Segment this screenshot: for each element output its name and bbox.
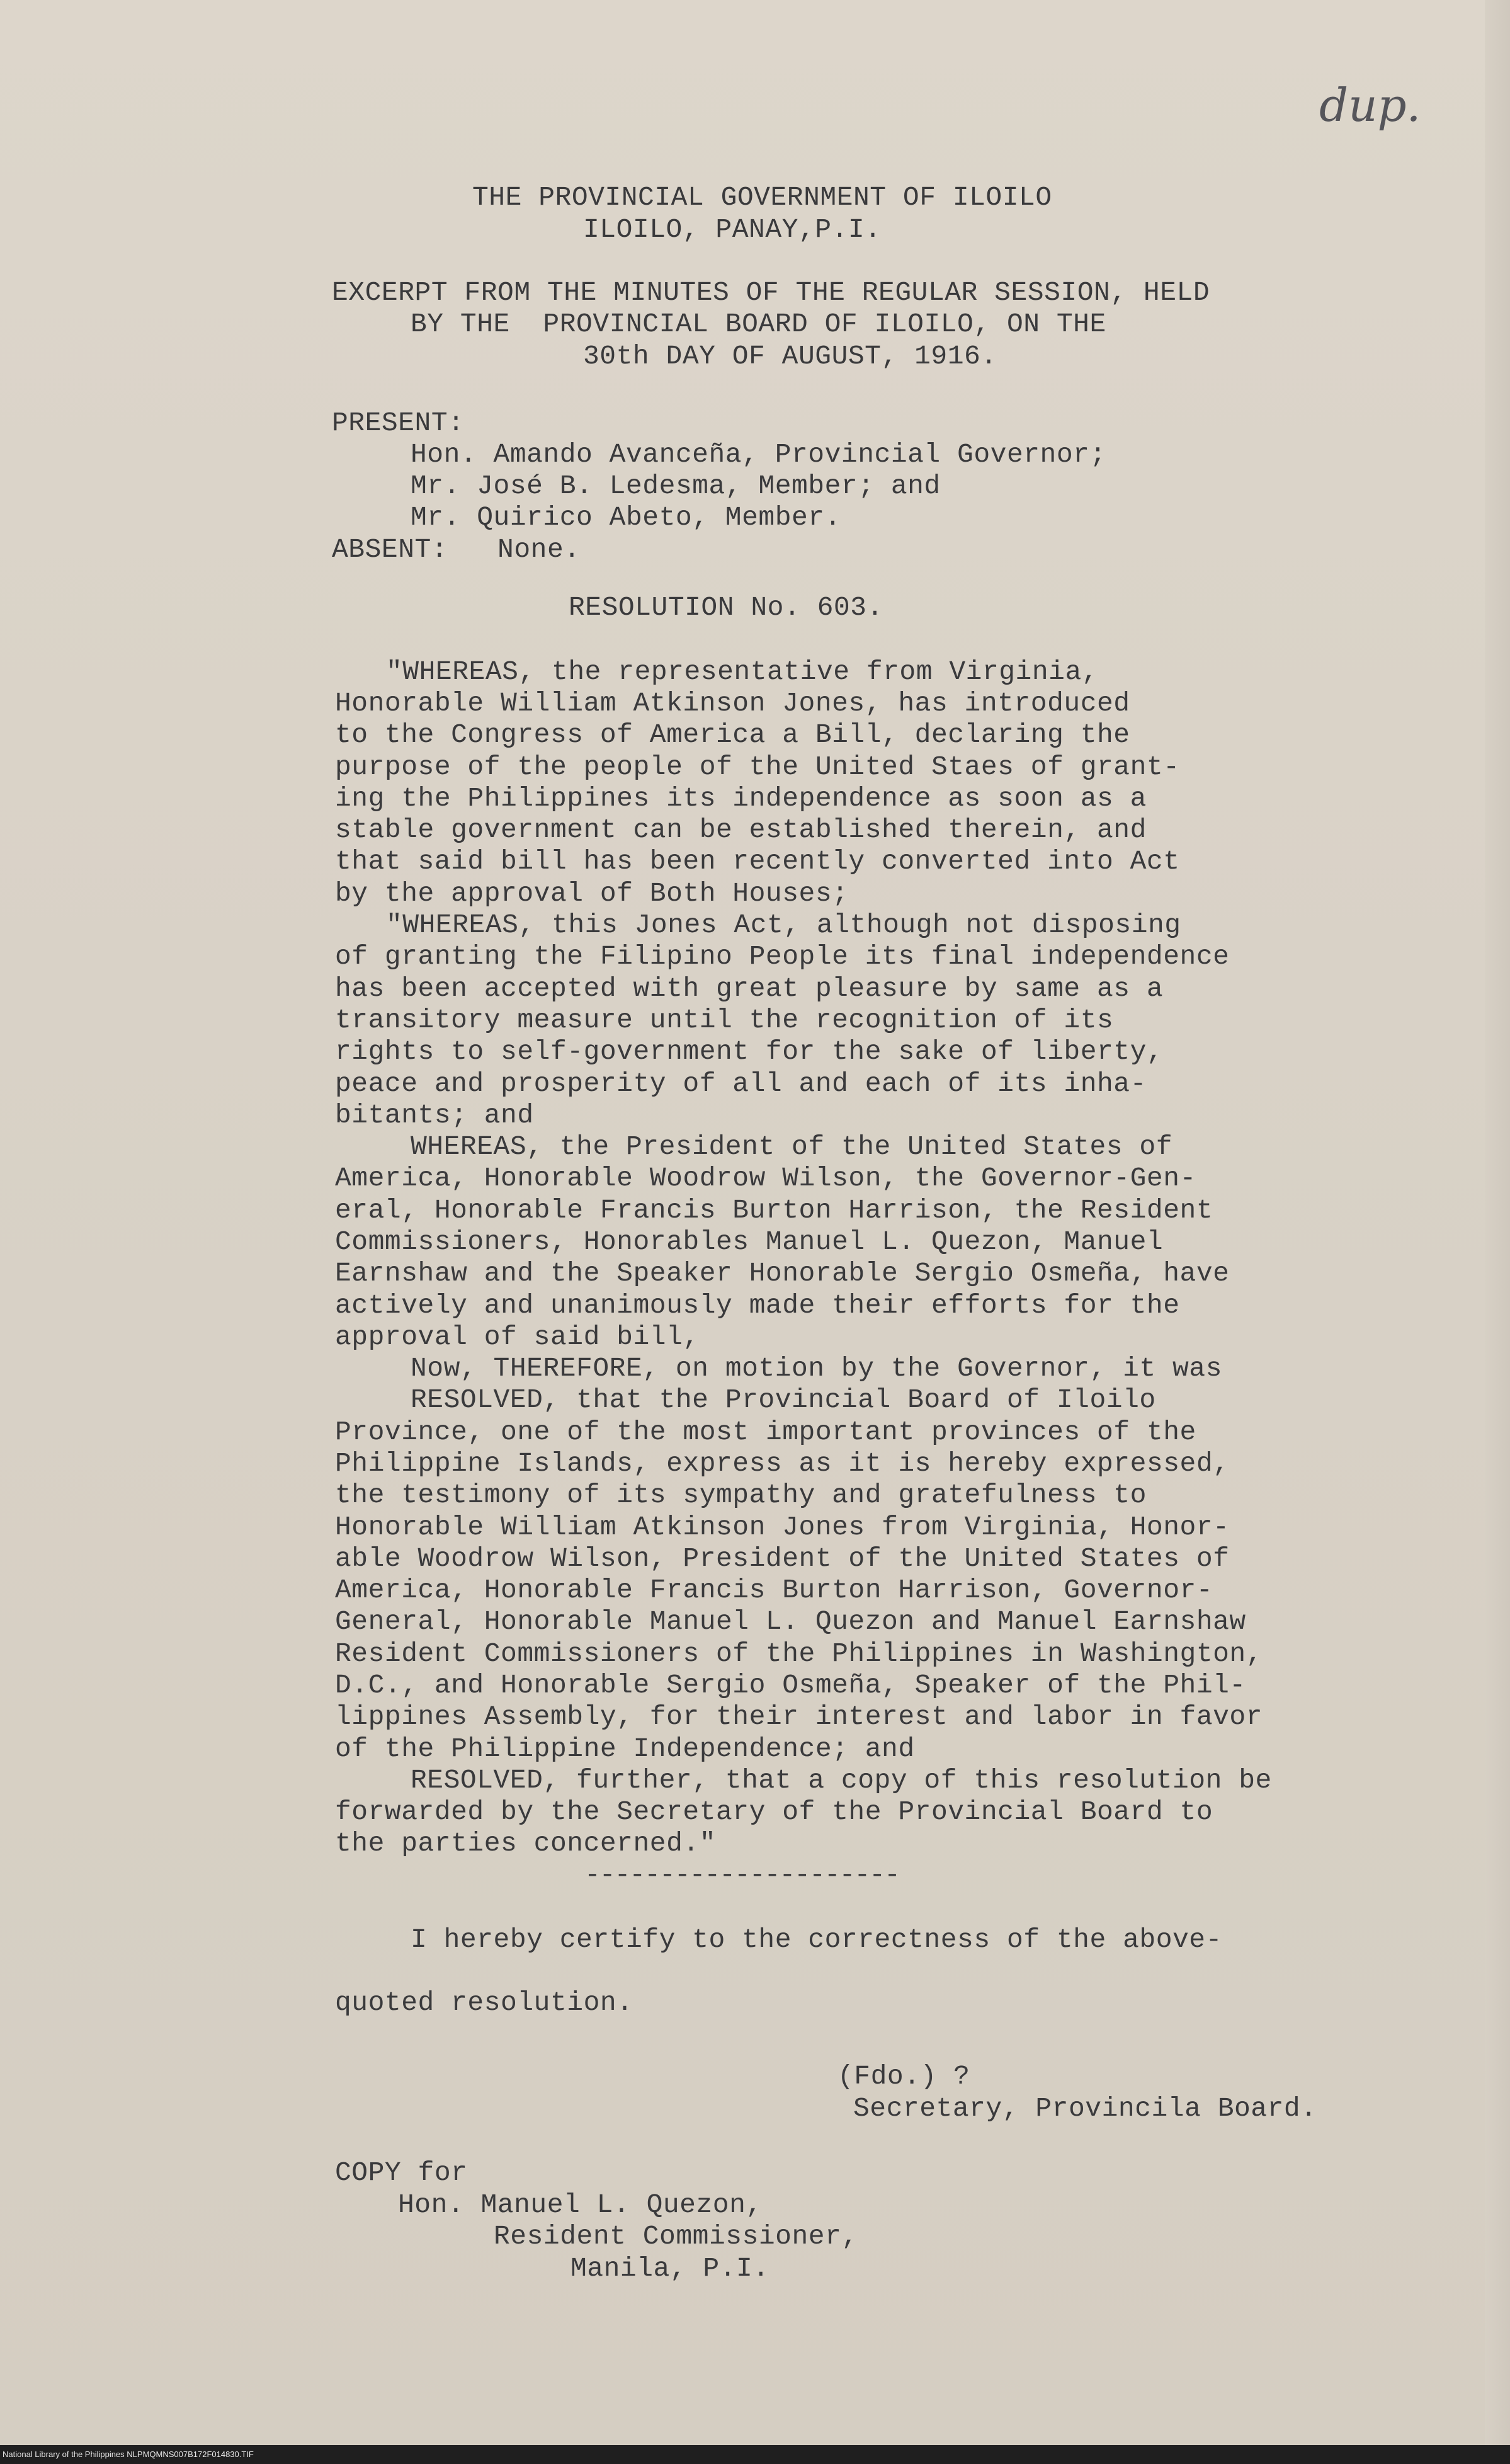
body-line: able Woodrow Wilson, President of the United States of	[335, 1543, 1230, 1574]
body-line: RESOLVED, further, that a copy of this resolution be	[411, 1765, 1272, 1796]
body-line: by the approval of Both Houses;	[335, 878, 849, 909]
body-line: Commissioners, Honorables Manuel L. Quezon, Manuel	[335, 1226, 1164, 1257]
body-line: peace and prosperity of all and each of its inha-	[335, 1068, 1147, 1099]
present-member: Hon. Amando Avanceña, Provincial Governor;	[411, 439, 1106, 470]
body-line: lippines Assembly, for their interest and labor in favor	[335, 1701, 1263, 1732]
body-line: Province, one of the most important provinces of the	[335, 1417, 1196, 1447]
body-line: transitory measure until the recognition of its	[335, 1005, 1114, 1035]
resolution-title: RESOLUTION No. 603.	[569, 592, 883, 623]
footer-strip	[0, 2445, 1510, 2464]
copy-for-label: COPY for	[335, 2157, 468, 2188]
footer-stamp: National Library of the Philippines NLPMQMNS007B172F014830.TIF	[3, 2450, 254, 2459]
body-line: America, Honorable Woodrow Wilson, the Governor-Gen-	[335, 1163, 1196, 1194]
body-line: eral, Honorable Francis Burton Harrison, the Resident	[335, 1195, 1213, 1226]
body-line: purpose of the people of the United Staes of grant-	[335, 751, 1180, 782]
margin-note: dup.	[1319, 79, 1421, 132]
present-label: PRESENT:	[332, 408, 465, 438]
body-line: bitants; and	[335, 1100, 534, 1131]
body-line: WHEREAS, the President of the United States of	[411, 1131, 1172, 1162]
header-line-1: THE PROVINCIAL GOVERNMENT OF ILOILO	[472, 182, 1052, 213]
body-line: Now, THEREFORE, on motion by the Governor, it was	[411, 1353, 1222, 1384]
body-line: the testimony of its sympathy and gratefulness to	[335, 1480, 1147, 1510]
header-line-2: ILOILO, PANAY,P.I.	[583, 214, 882, 245]
excerpt-line-2: BY THE PROVINCIAL BOARD OF ILOILO, ON THE	[411, 309, 1106, 339]
excerpt-line-1: EXCERPT FROM THE MINUTES OF THE REGULAR SESSION, HELD	[332, 277, 1210, 308]
copy-for-line-1: Hon. Manuel L. Quezon,	[398, 2189, 763, 2220]
divider-line: ---------------------	[584, 1859, 899, 1890]
body-line: forwarded by the Secretary of the Provincial Board to	[335, 1796, 1213, 1827]
absent-line: ABSENT: None.	[332, 534, 581, 565]
body-line: of the Philippine Independence; and	[335, 1733, 915, 1764]
body-line: actively and unanimously made their efforts for the	[335, 1290, 1180, 1321]
certification-line-2: quoted resolution.	[335, 1987, 633, 2018]
body-line: to the Congress of America a Bill, declaring the	[335, 719, 1130, 750]
copy-for-line-2: Resident Commissioner,	[494, 2221, 858, 2252]
body-line: of granting the Filipino People its final independence	[335, 941, 1230, 972]
body-line: Honorable William Atkinson Jones from Virginia, Honor-	[335, 1512, 1230, 1543]
body-line: Earnshaw and the Speaker Honorable Sergio Osmeña, have	[335, 1258, 1230, 1289]
body-line: Resident Commissioners of the Philippines in Washington,	[335, 1638, 1263, 1669]
body-line: "WHEREAS, this Jones Act, although not disposing	[386, 910, 1181, 940]
signature-line-1: (Fdo.) ?	[837, 2061, 970, 2092]
body-line: "WHEREAS, the representative from Virginia,	[386, 656, 1099, 687]
body-line: stable government can be established therein, and	[335, 814, 1147, 845]
body-line: the parties concerned."	[335, 1828, 716, 1859]
present-member: Mr. José B. Ledesma, Member; and	[411, 471, 941, 501]
body-line: has been accepted with great pleasure by same as a	[335, 973, 1164, 1004]
body-line: approval of said bill,	[335, 1321, 700, 1352]
copy-for-line-3: Manila, P.I.	[571, 2253, 769, 2284]
body-line: D.C., and Honorable Sergio Osmeña, Speaker of the Phil-	[335, 1670, 1246, 1701]
body-line: General, Honorable Manuel L. Quezon and Manuel Earnshaw	[335, 1606, 1246, 1637]
present-member: Mr. Quirico Abeto, Member.	[411, 502, 841, 533]
body-line: Honorable William Atkinson Jones, has introduced	[335, 688, 1130, 719]
excerpt-line-3: 30th DAY OF AUGUST, 1916.	[583, 341, 997, 372]
body-line: America, Honorable Francis Burton Harrison, Governor-	[335, 1575, 1213, 1606]
signature-title: Secretary, Provincila Board.	[853, 2093, 1317, 2124]
body-line: rights to self-government for the sake of liberty,	[335, 1036, 1164, 1067]
body-line: ing the Philippines its independence as soon as a	[335, 783, 1147, 814]
body-line: Philippine Islands, express as it is hereby expressed,	[335, 1448, 1230, 1479]
body-line: that said bill has been recently converted into Act	[335, 846, 1180, 877]
page-edge	[1485, 0, 1510, 2464]
body-line: RESOLVED, that the Provincial Board of Iloilo	[411, 1384, 1156, 1415]
certification-line-1: I hereby certify to the correctness of the above-	[411, 1924, 1222, 1955]
